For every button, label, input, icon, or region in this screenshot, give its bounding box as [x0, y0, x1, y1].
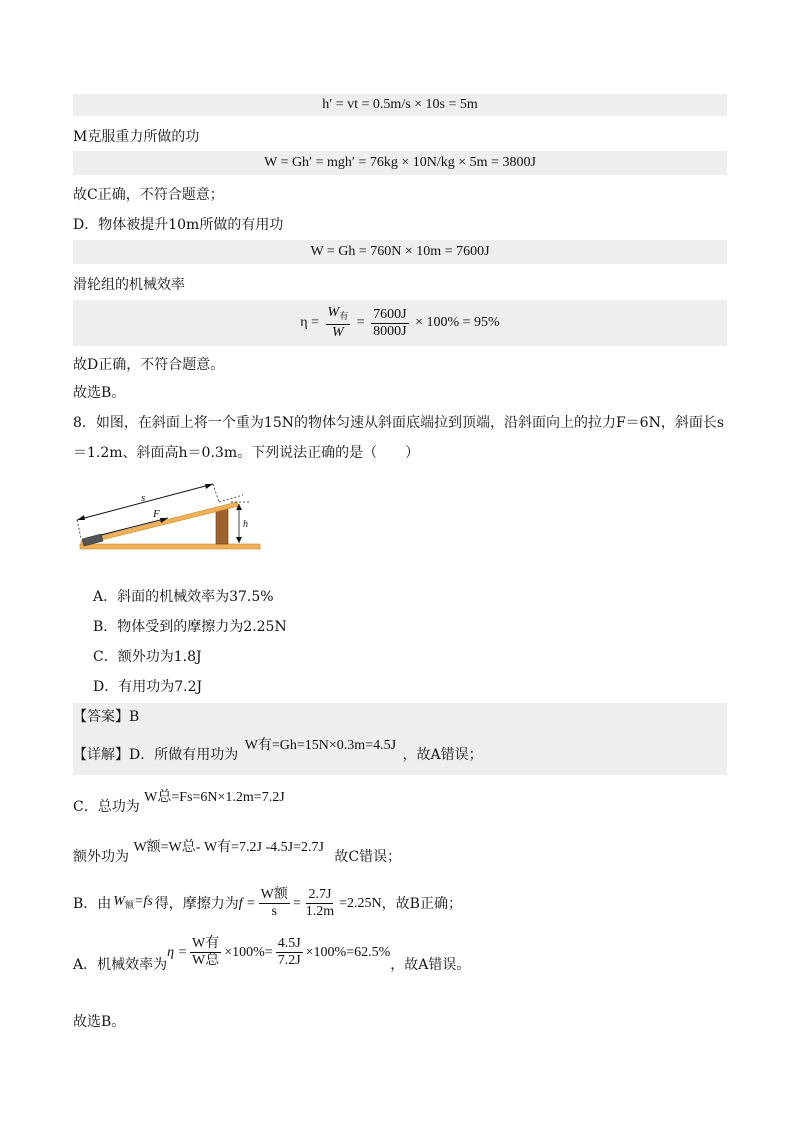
extra-prefix: 额外功为 [73, 849, 129, 865]
friction-mid: 得，摩擦力为 [154, 895, 239, 912]
top-guide [219, 495, 243, 502]
text-c-correct: 故C正确，不符合题意； [73, 187, 224, 203]
extra-work-line [73, 837, 402, 865]
eff-frac2-den: 8000J [373, 323, 407, 339]
explain-suffix: ，故A错误； [402, 747, 483, 763]
friction-frac-num: W额 [260, 887, 288, 902]
formula-band-work-m [73, 151, 727, 175]
efficiency-frac1 [190, 936, 221, 969]
formula-work-m: W = Gh′ = mgh′ = 76kg × 10N/kg × 5m = 3800J [264, 155, 536, 170]
answer-label: 【答案】B [73, 709, 140, 725]
formula-band-hprime [73, 94, 727, 116]
efficiency-frac1-num: W有 [192, 936, 220, 951]
friction-frac [259, 887, 290, 920]
h-arrow-head-bottom [236, 537, 242, 543]
friction-frac2-num: 2.7J [308, 887, 332, 902]
eff-rhs: × 100% = 95% [415, 315, 500, 331]
eff-lhs: η = [300, 315, 320, 331]
eff-frac-w [326, 305, 351, 341]
friction-line: B．由 $W_额=fs$ 得，摩擦力为 f = $\frac{\text{W额}}{s}$ = $\frac{2.7J}{1.2m}$ =2.25N ，故B正确； [73, 887, 462, 919]
friction-suffix: ，故B正确； [381, 895, 462, 912]
label-h: h [243, 519, 248, 530]
question-line-1: 8．如图，在斜面上将一个重为15N的物体匀速从斜面底端拉到顶端，沿斜面向上的拉力F＝6N，斜面长s [73, 415, 725, 431]
friction-prefix: B．由 [73, 895, 112, 912]
s-arrow-head-right [205, 484, 213, 489]
s-arrow-head-left [77, 515, 85, 520]
eff-frac2-num: 7600J [373, 306, 407, 322]
text-d-useful: D．物体被提升10m所做的有用功 [73, 217, 284, 233]
total-formula: W总=Fs=6N×1.2m=7.2J [144, 790, 285, 805]
text-pulley-eff: 滑轮组的机械效率 [73, 277, 185, 293]
eff-frac-den: W [332, 325, 344, 340]
friction-frac-den: s [271, 904, 277, 919]
formula-eff: η = $\frac{W_有}{W}$ = $\frac{7600J}{8000J}$ × 100% = 95% [300, 305, 500, 340]
efficiency-frac2-den: 7.2J [277, 953, 301, 968]
extra-suffix: 故C错误； [334, 849, 402, 865]
s-guide-right [213, 484, 219, 502]
efficiency-result: ×100%=62.5% [305, 944, 391, 960]
text-d-correct: 故D正确，不符合题意。 [73, 357, 225, 373]
efficiency-frac1-den: W总 [192, 953, 220, 968]
efficiency-frac2-num: 4.5J [277, 936, 301, 951]
formula-hprime: h′ = vt = 0.5m/s × 10s = 5m [322, 97, 478, 112]
formula-band-eff [73, 300, 727, 346]
explain-prefix: 【详解】D．所做有用功为 [73, 747, 239, 763]
text-choose-b-2: 故选B。 [73, 1014, 126, 1030]
total-work-line [73, 787, 285, 815]
total-prefix: C．总功为 [73, 799, 140, 815]
option-d: D．有用功为7.2J [93, 679, 203, 695]
efficiency-frac2 [276, 936, 303, 969]
eff-frac-num-sub: 有 [339, 311, 349, 321]
formula-useful: W = Gh = 760N × 10m = 7600J [310, 244, 490, 259]
eff-frac-values [371, 307, 408, 340]
friction-frac2 [304, 887, 336, 920]
formula-band-useful [73, 240, 727, 264]
option-b: B．物体受到的摩擦力为2.25N [93, 619, 287, 635]
f-arrow-line [101, 518, 168, 535]
incline-figure [73, 475, 263, 555]
text-m-work: M克服重力所做的功 [73, 129, 200, 145]
efficiency-suffix: ，故A错误。 [390, 956, 471, 973]
efficiency-prefix: A．机械效率为 [73, 956, 168, 973]
option-a: A．斜面的机械效率为37.5% [93, 589, 274, 605]
friction-frac2-den: 1.2m [305, 904, 335, 919]
incline-plank [81, 502, 239, 545]
text-choose-b-1: 故选B。 [73, 385, 126, 401]
ground-plank [80, 544, 260, 549]
explain-formula: W有=Gh=15N×0.3m=4.5J [244, 738, 397, 753]
s-guide-left [77, 520, 81, 538]
efficiency-line: A．机械效率为 η = $\frac{\text{W有}}{\text{W总}}$ ×100%= $\frac{4.5J}{7.2J}$ ×100%=62.5% ，故A错误。 [73, 936, 471, 973]
label-f: F [153, 508, 160, 520]
eff-frac-num: W [327, 305, 340, 320]
extra-formula: W额=W总- W有=7.2J -4.5J=2.7J [133, 840, 324, 855]
friction-result: =2.25N [339, 895, 382, 911]
support-block [216, 508, 228, 544]
label-s: s [141, 492, 146, 504]
explain-line [73, 738, 483, 766]
option-c: C．额外功为1.8J [93, 649, 202, 665]
question-line-2: ＝1.2m、斜面高h＝0.3m。下列说法正确的是（ ） [73, 445, 420, 461]
